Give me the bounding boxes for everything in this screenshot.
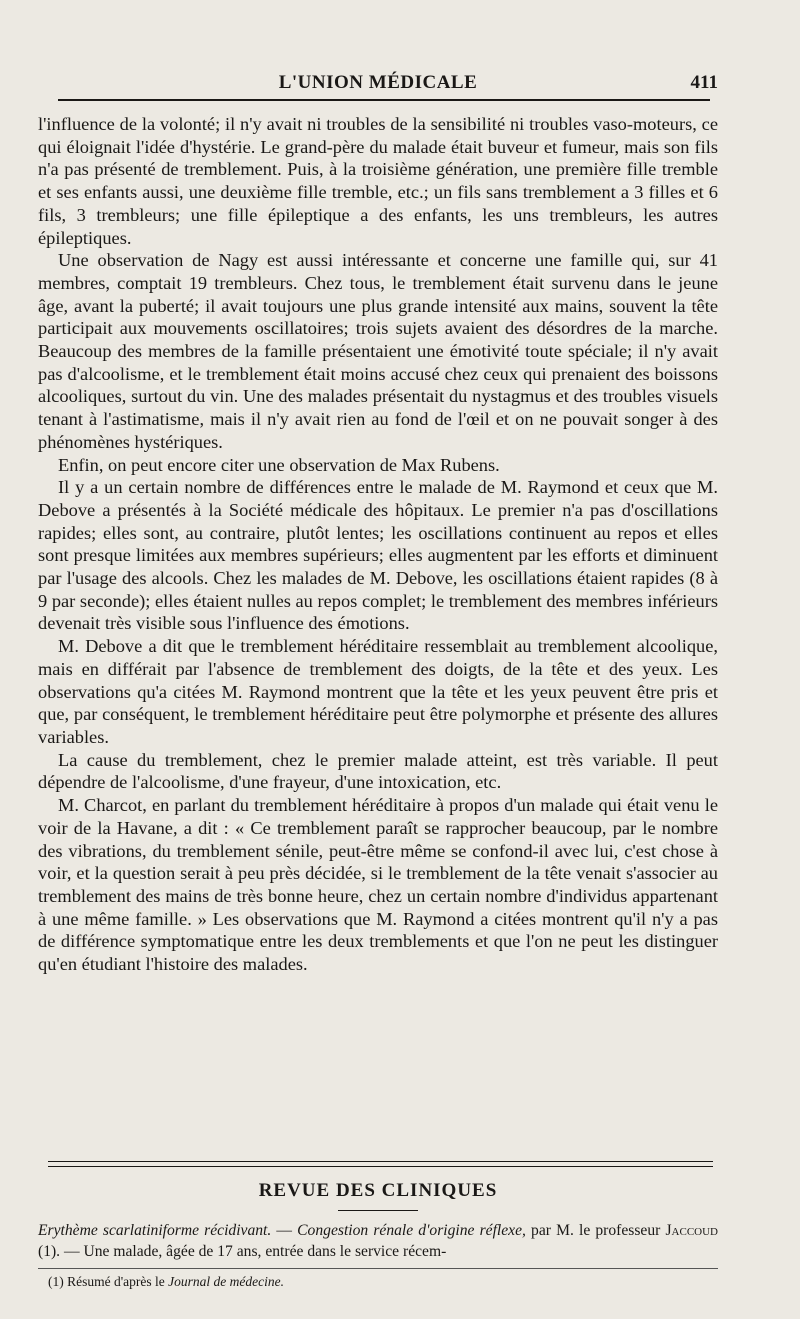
section-divider-top [48, 1161, 713, 1162]
section-heading: REVUE DES CLINIQUES [258, 1180, 498, 1201]
heading-underline [338, 1210, 418, 1211]
article-body [38, 113, 718, 976]
author-name: Jaccoud [665, 1222, 718, 1239]
footnote-reference: (1). — [38, 1243, 84, 1260]
footnote-rule [38, 1268, 718, 1269]
page [38, 0, 718, 1319]
page-number: 411 [690, 72, 718, 93]
paragraph: M. Charcot, en parlant du tremblement héréditaire à propos d'un malade qui était venu le voir de la Havane, a dit : « Ce tremblement paraît se rapprocher beaucoup, par le nombre des vibrations, du tremblement sénile, peut-être même se confond-il avec lui, c'est chose à voir, et la question serait à peu près décidée, si le tremblement de la tête venait s'associer au tremblement des mains de très bonne heure, chez un certain nombre d'individus appartenant à une même famille. » Les observations que M. Raymond a citées montrent qu'il n'y a pas de différence symptomatique entre les deux tremblements et que l'on ne peut les distinguer qu'en étudiant l'histoire des malades. [38, 795, 718, 975]
footnote-marker: (1) Résumé d'après le [48, 1274, 169, 1289]
clinic-entry [38, 1220, 718, 1262]
section-divider-bottom [48, 1166, 713, 1167]
paragraph: Il y a un certain nombre de différences entre le malade de M. Raymond et ceux que M. Debove a présentés à la Société médicale des hôpitaux. Le premier n'a pas d'oscillations rapides; elles sont, au contraire, plutôt lentes; les oscillations continuent au repos et elles sont presque limitées aux membres supérieurs; elles augmentent par les efforts et diminuent par l'usage des alcools. Chez les malades de M. Debove, les oscillations étaient rapides (8 à 9 par seconde); elles étaient nulles au repos complet; le tremblement des membres inférieurs devenait très visible sous l'influence des émotions. [38, 477, 718, 634]
entry-title: Erythème scarlatiniforme récidivant. [38, 1222, 272, 1239]
paragraph: La cause du tremblement, chez le premier malade atteint, est très variable. Il peut dépendre de l'alcoolisme, d'une frayeur, d'une intoxication, etc. [38, 749, 718, 793]
entry-title: Congestion rénale d'origine réflexe, [297, 1222, 526, 1239]
footnote-source: Journal de médecine. [168, 1274, 284, 1289]
paragraph: Une observation de Nagy est aussi intéressante et concerne une famille qui, sur 41 membres, comptait 19 trembleurs. Chez tous, le tremblement était survenu dans le jeune âge, avant la puberté; il avait toujours une plus grande intensité aux mains, souvent la tête participait aux mouvements oscillatoires; trois sujets avaient des désordres de la marche. Beaucoup des membres de la famille présentaient une émotivité toute spéciale; il n'y avait pas d'alcoolisme, et le tremblement était moins accusé chez ceux qui prenaient des boissons alcooliques, surtout du vin. Une des malades présentait du nystagmus et des troubles visuels tenant à l'astimatisme, mais il n'y avait rien au fond de l'œil et on ne pouvait songer à des phénomènes hystériques. [38, 250, 718, 452]
header-rule [58, 99, 710, 101]
entry-separator: — [271, 1222, 298, 1239]
author-prefix: par M. le professeur [525, 1222, 666, 1239]
footnote [48, 1273, 284, 1291]
entry-text: Une malade, âgée de 17 ans, entrée dans le service récem- [83, 1243, 447, 1260]
paragraph: M. Debove a dit que le tremblement héréditaire ressemblait au tremblement alcoolique, mais en différait par l'absence de tremblement des doigts, de la tête et des yeux. Les observations qu'a citées M. Raymond montrent que la tête et les yeux peuvent être pris et que, par conséquent, le tremblement héréditaire peut être polymorphe et présente des allures variables. [38, 636, 718, 747]
paragraph: l'influence de la volonté; il n'y avait ni troubles de la sensibilité ni troubles vaso-moteurs, ce qui éloignait l'idée d'hystérie. Le grand-père du malade était buveur et fumeur, mais son fils n'a pas présenté de tremblement. Puis, à la troisième génération, une première fille tremble et ses enfants aussi, une deuxième fille tremble, etc.; un fils sans tremblement a 3 filles et 6 fils, 3 trembleurs; une fille épileptique a des enfants, les uns trembleurs, les autres épileptiques. [38, 114, 718, 248]
running-header [38, 72, 718, 98]
paragraph: Enfin, on peut encore citer une observation de Max Rubens. [58, 454, 500, 475]
journal-title: L'UNION MÉDICALE [278, 72, 478, 93]
